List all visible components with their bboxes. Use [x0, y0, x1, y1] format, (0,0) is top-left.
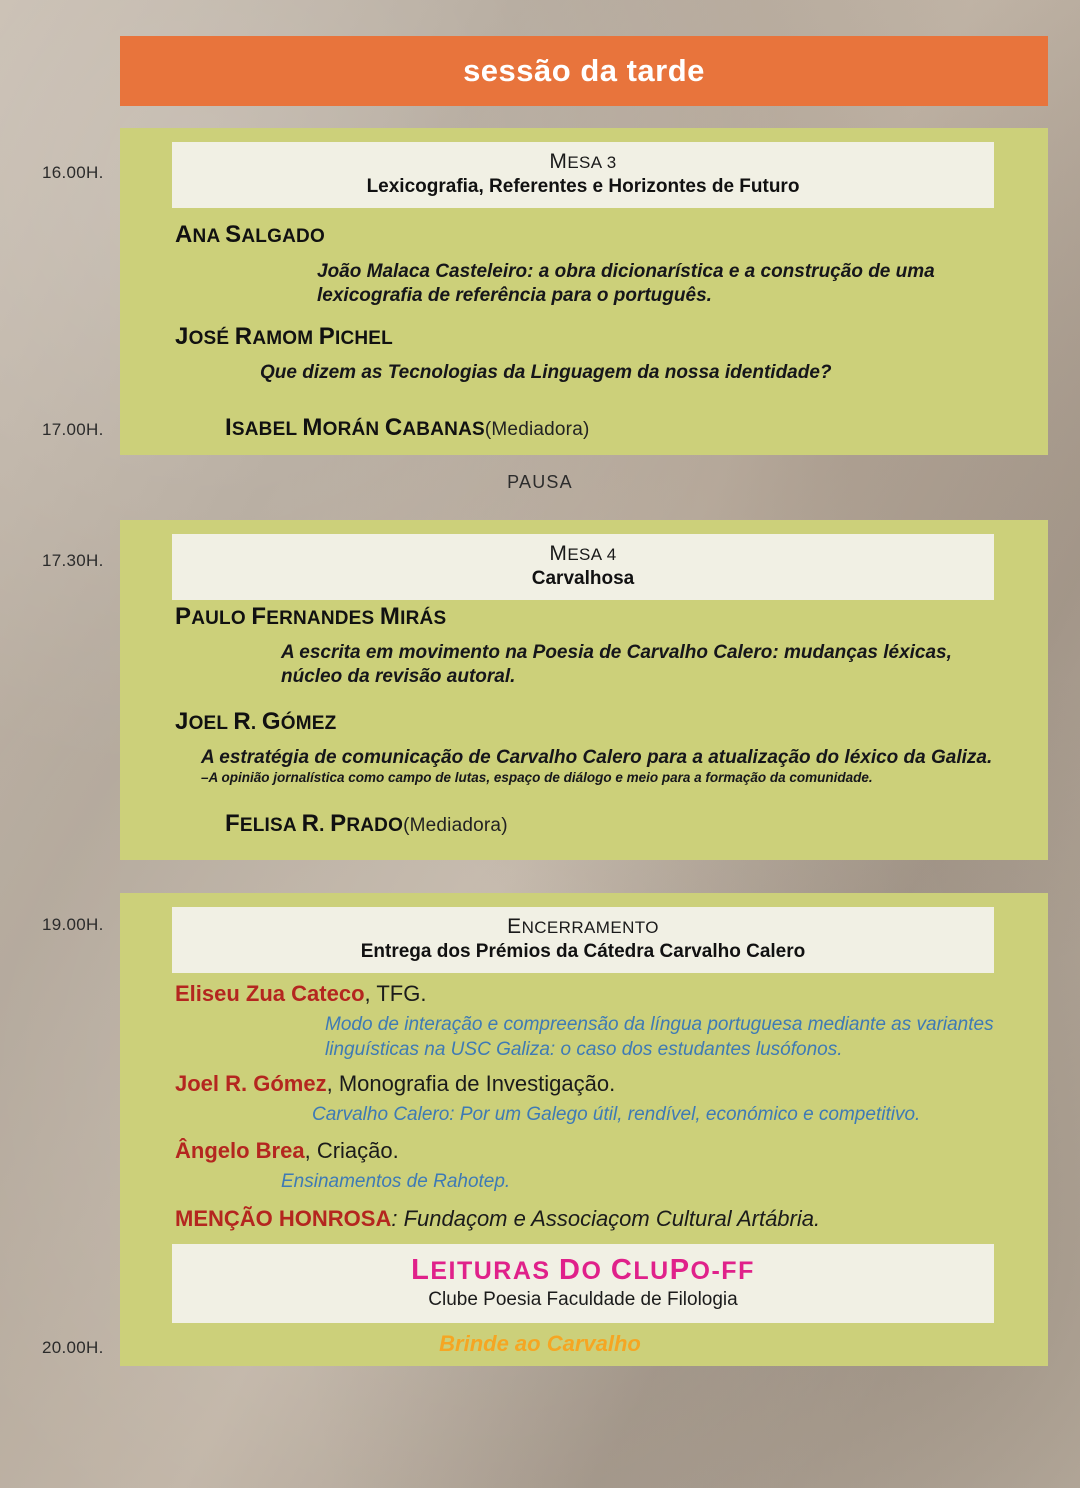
talk-title-paulo-fernandes-miras: A escrita em movimento na Poesia de Carvalho Calero: mudanças léxicas, núcleo da revisão autoral. [281, 642, 952, 688]
speaker-name-part: AMOM [252, 328, 319, 349]
mediator-name-part: C [384, 414, 403, 441]
speaker-name-part: NA [192, 226, 226, 247]
speaker-name-part: . [250, 713, 262, 734]
leituras-title-part: O [581, 1257, 611, 1285]
award-category: , Criação. [304, 1138, 399, 1163]
award-category: , Monografia de Investigação. [326, 1071, 616, 1096]
speaker-name-part: F [251, 603, 267, 630]
speaker-name-part: IRÁS [400, 608, 447, 629]
award-work-3: Ensinamentos de Rahotep. [281, 1171, 511, 1192]
session-title: sessão da tarde [463, 53, 705, 88]
mediator-name-part: ELISA [239, 815, 302, 836]
mediator-isabel-moran-cabanas [225, 414, 590, 442]
mediator-name-part: ABANAS [402, 419, 485, 440]
mediator-name-part: I [225, 414, 232, 441]
award-category: , TFG. [364, 981, 427, 1006]
speaker-name-part: ERNANDES [266, 608, 380, 629]
mesa4-label-rest: ESA 4 [567, 545, 617, 564]
speaker-name-part: A [175, 221, 193, 248]
speaker-name-part: M [379, 603, 401, 630]
mesa3-title: Lexicografia, Referentes e Horizontes de Futuro [366, 176, 800, 198]
mediator-name-part: M [302, 414, 323, 441]
speaker-name-part: R [233, 708, 251, 735]
leituras-title-part: O-FF [690, 1257, 755, 1285]
mesa4-label-cap: M [549, 542, 568, 565]
encerramento-label [172, 915, 994, 938]
session-block-mesa3 [120, 128, 1048, 455]
pausa-label: PAUSA [507, 472, 573, 492]
speaker-name-part: R [234, 323, 253, 350]
brinde-label: Brinde ao Carvalho [439, 1331, 641, 1356]
award-work-2: Carvalho Calero: Por um Galego útil, rendível, económico e competitivo. [312, 1104, 921, 1125]
mediator-note: (Mediadora) [484, 419, 590, 440]
award-item-2 [175, 1071, 615, 1097]
speaker-name-part: ICHEL [334, 328, 393, 349]
speaker-ana-salgado [175, 221, 325, 249]
mediator-felisa-r-prado [225, 810, 508, 838]
speaker-jose-ramom-pichel [175, 323, 393, 351]
leituras-title-part: EITURAS [430, 1257, 560, 1285]
mediator-name-part: RADO [346, 815, 404, 836]
speaker-name-part: P [318, 323, 335, 350]
mencao-text: : Fundaçom e Associaçom Cultural Artábria. [391, 1206, 821, 1231]
session-banner [120, 36, 1048, 106]
speaker-name-part: J [175, 323, 189, 350]
leituras-title-part: L [411, 1254, 431, 1286]
encerramento-title: Entrega dos Prémios da Cátedra Carvalho Calero [360, 941, 806, 963]
award-item-1 [175, 981, 426, 1007]
time-2000: 20.00H. [42, 1338, 104, 1357]
mediator-name-part: F [225, 810, 240, 837]
speaker-name-part: AULO [191, 608, 252, 629]
speaker-joel-r-gomez [175, 708, 336, 736]
mesa3-label [172, 150, 994, 173]
mesa4-header [172, 534, 994, 600]
speaker-name-part: OSÉ [188, 328, 235, 349]
leituras-title-part: P [669, 1254, 691, 1286]
time-1600: 16.00H. [42, 163, 104, 182]
speaker-name-part: ALGADO [241, 226, 325, 247]
leituras-title-part: LU [633, 1257, 670, 1285]
mediator-name-part: . [319, 815, 331, 836]
mencao-honrosa [175, 1206, 820, 1232]
leituras-title-part: D [559, 1254, 582, 1286]
speaker-name-part: S [225, 221, 242, 248]
mesa3-header [172, 142, 994, 208]
award-name: Joel R. Gómez [175, 1071, 327, 1096]
encerramento-label-rest: NCERRAMENTO [521, 918, 659, 937]
talk-subtitle-joel-r-gomez: –A opinião jornalística como campo de lutas, espaço de diálogo e meio para a formação da comunidade. [201, 770, 873, 785]
speaker-paulo-fernandes-miras [175, 603, 446, 631]
talk-title-jose-ramom-pichel: Que dizem as Tecnologias da Linguagem da nossa identidade? [260, 362, 832, 383]
mediator-name-part: R [301, 810, 320, 837]
award-work-1: Modo de interação e compreensão da língua portuguesa mediante as variantes linguísticas na USC Galiza: o caso dos estudantes lusófonos. [325, 1014, 994, 1060]
leituras-title-part: C [610, 1254, 634, 1286]
mesa4-label [172, 542, 994, 565]
encerramento-label-cap: E [507, 915, 522, 938]
mencao-label: MENÇÃO HONROSA [175, 1206, 392, 1231]
mediator-note: (Mediadora) [403, 815, 508, 836]
session-block-mesa4 [120, 520, 1048, 860]
mesa4-title: Carvalhosa [531, 568, 635, 590]
speaker-name-part: ÓMEZ [280, 713, 337, 734]
mesa3-label-rest: ESA 3 [567, 153, 617, 172]
speaker-name-part: P [175, 603, 192, 630]
mediator-name-part: ORÁN [322, 419, 385, 440]
talk-title-joel-r-gomez: A estratégia de comunicação de Carvalho Calero para a atualização do léxico da Galiza. [201, 747, 993, 768]
time-1700: 17.00H. [42, 420, 104, 439]
time-1730: 17.30H. [42, 551, 104, 570]
speaker-name-part: J [175, 708, 189, 735]
encerramento-header [172, 907, 994, 973]
leituras-subtitle: Clube Poesia Faculdade de Filologia [428, 1289, 738, 1310]
mediator-name-part: SABEL [231, 419, 303, 440]
speaker-name-part: OEL [188, 713, 234, 734]
award-item-3 [175, 1138, 399, 1164]
time-1900: 19.00H. [42, 915, 104, 934]
mediator-name-part: P [330, 810, 347, 837]
award-name: Ângelo Brea [175, 1138, 305, 1163]
award-name: Eliseu Zua Cateco [175, 981, 365, 1006]
session-block-encerramento [120, 893, 1048, 1366]
talk-title-ana-salgado: João Malaca Casteleiro: a obra dicionarística e a construção de uma lexicografia de referência para o português. [317, 261, 935, 307]
speaker-name-part: G [261, 708, 281, 735]
leituras-title [172, 1254, 994, 1287]
leituras-box [172, 1244, 994, 1323]
mesa3-label-cap: M [549, 150, 568, 173]
